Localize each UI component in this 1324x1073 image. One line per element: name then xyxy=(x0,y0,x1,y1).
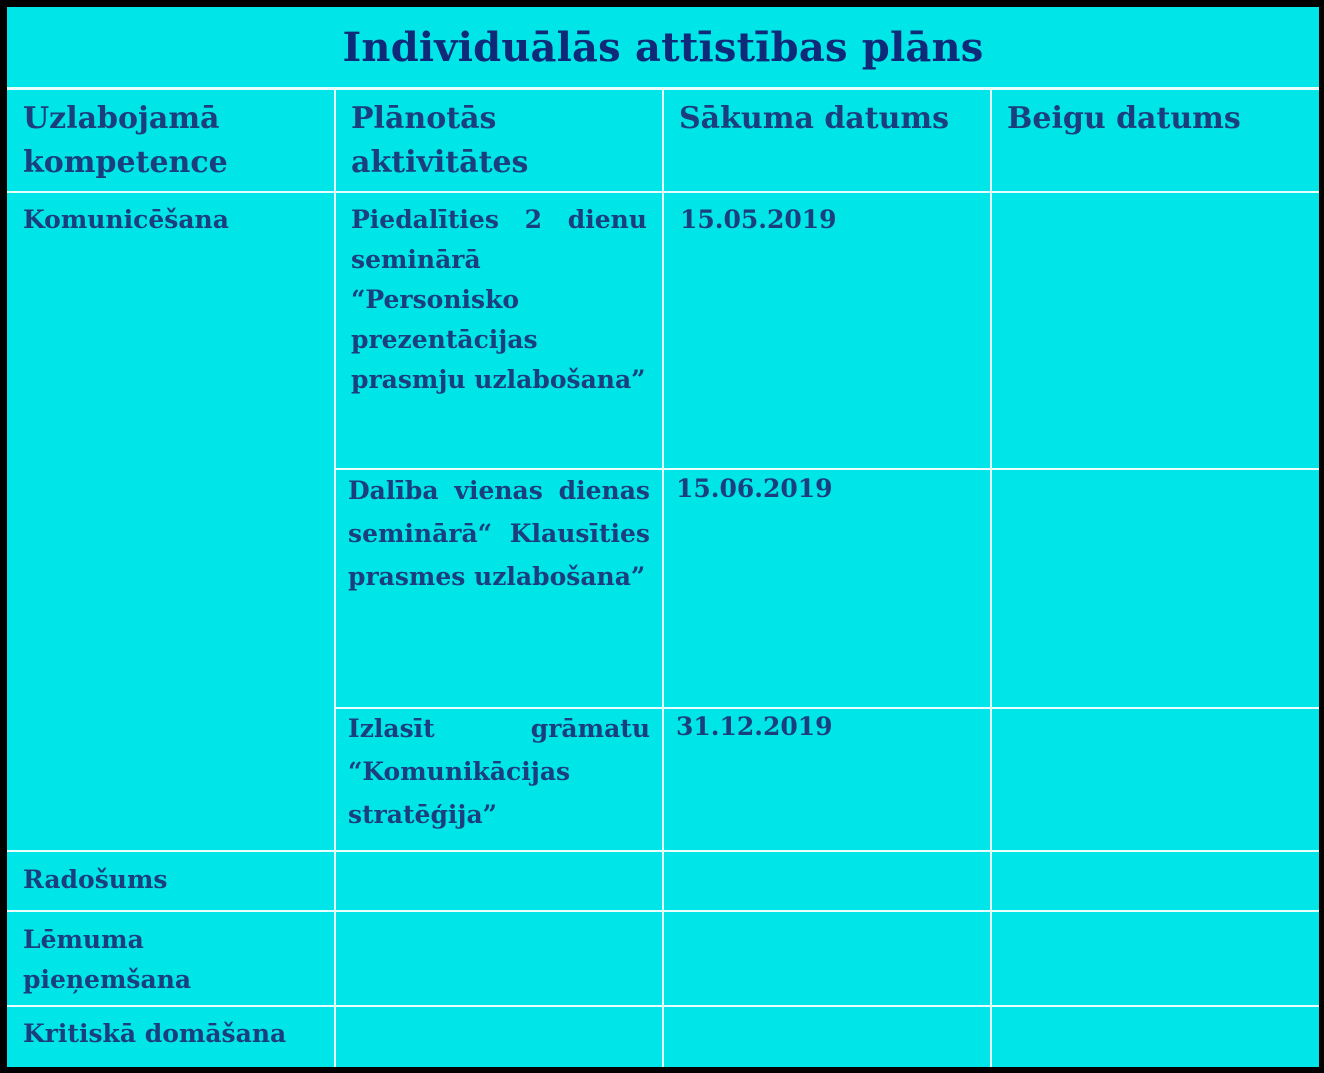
start-date-cell: 31.12.2019 xyxy=(676,712,833,741)
competence-cell: Komunicēšana xyxy=(23,205,229,234)
plan-table xyxy=(7,7,1319,1067)
header-activities: Plānotās aktivitātes xyxy=(351,101,529,180)
competence-cell: Kritiskā domāšana xyxy=(23,1019,287,1048)
column-divider-3 xyxy=(990,90,992,1067)
column-divider-1 xyxy=(334,90,336,1067)
activity-cell: Dalība vienas dienas seminārā“ Klausīties prasmes uzlabošana” xyxy=(348,476,650,591)
start-date-cell: 15.06.2019 xyxy=(676,474,833,503)
column-divider-2 xyxy=(662,90,664,1067)
competence-cell: Lēmuma pieņemšana xyxy=(23,925,192,994)
activity-cell: Piedalīties 2 dienu seminārā “Personisko prezentācijas prasmju uzlabošana” xyxy=(351,205,647,394)
competence-cell: Radošums xyxy=(23,865,168,894)
header-end-date: Beigu datums xyxy=(1007,101,1241,136)
header-start-date: Sākuma datums xyxy=(679,101,950,136)
start-date-cell: 15.05.2019 xyxy=(680,205,837,234)
header-competence: Uzlabojamā kompetence xyxy=(23,101,228,180)
activity-cell: Izlasīt grāmatu “Komunikācijas stratēģija” xyxy=(348,714,650,829)
page-title: Individuālās attīstības plāns xyxy=(342,23,984,71)
